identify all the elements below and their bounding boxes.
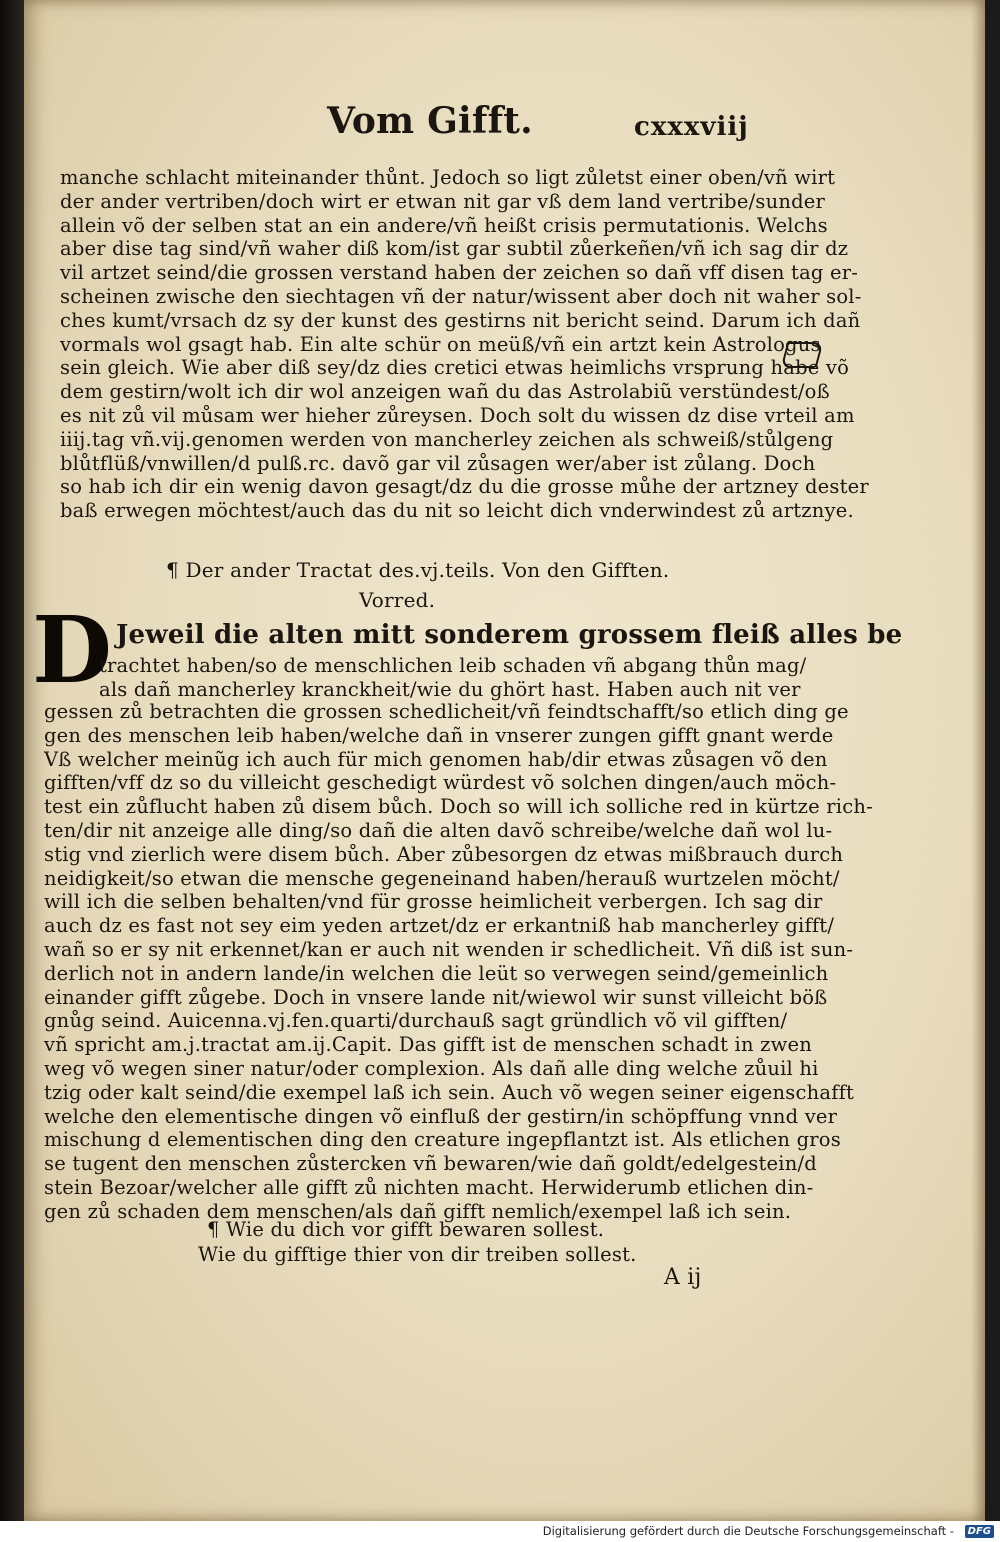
text-line: gen des menschen leib haben/welche dañ in vnserer zungen gifft gnant werde xyxy=(44,723,834,747)
text-line: scheinen zwische den siechtagen vñ der natur/wissent aber doch nit waher sol- xyxy=(60,284,862,308)
text-line: vil artzet seind/die grossen verstand haben der zeichen so dañ vff disen tag er- xyxy=(60,261,859,285)
text-block-1 xyxy=(60,166,869,523)
text-line: es nit zů vil můsam wer hieher zůreysen. Doch solt du wissen dz dise vrteil am xyxy=(60,403,855,427)
book-page xyxy=(24,0,985,1521)
text-line: neidigkeit/so etwan die mensche gegeneinand haben/herauß wurtzelen möcht/ xyxy=(44,866,840,890)
dfg-footer-bar xyxy=(0,1521,1000,1542)
text-line: welche den elementische dingen võ einfluß der gestirn/in schöpffung vnnd ver xyxy=(44,1104,838,1128)
text-line: vormals wol gsagt hab. Ein alte schür on meüß/vñ ein artzt kein Astrologus xyxy=(60,332,821,356)
dfg-logo: DFG xyxy=(965,1525,994,1538)
text-line: iiij.tag vñ.vij.genomen werden von mancherley zeichen als schweiß/stůlgeng xyxy=(60,427,834,451)
text-line: vñ spricht am.j.tractat am.ij.Capit. Das gifft ist de menschen schadt in zwen xyxy=(44,1033,813,1057)
text-line: stig vnd zierlich were disem bůch. Aber zůbesorgen dz etwas mißbrauch durch xyxy=(44,842,844,866)
vorred-heading: Vorred. xyxy=(359,588,436,612)
text-line: test ein zůflucht haben zů disem bůch. Doch so will ich solliche red in kürtze rich- xyxy=(44,795,873,819)
text-line: manche schlacht miteinander thůnt. Jedoch so ligt zůletst einer oben/vñ wirt xyxy=(60,166,836,189)
folio-number: cxxxviij xyxy=(634,112,749,142)
footer-credit-text: Digitalisierung gefördert durch die Deutsche Forschungsgemeinschaft - xyxy=(542,1524,954,1538)
text-line: so hab ich dir ein wenig davon gesagt/dz du die grosse můhe der artzney dester xyxy=(60,475,869,499)
text-line: gifften/vff dz so du villeicht geschedigt würdest võ solchen dingen/auch möch- xyxy=(44,771,837,795)
text-line: stein Bezoar/welcher alle gifft zů nichten macht. Herwiderumb etlichen din- xyxy=(44,1175,814,1199)
text-line: als dañ mancherley kranckheit/wie du ghört hast. Haben auch nit ver xyxy=(99,677,801,701)
signature-mark: A ij xyxy=(664,1265,702,1290)
text-line: auch dz es fast not sey eim yeden artzet/dz er erkantniß hab mancherley gifft/ xyxy=(44,914,835,938)
text-line: sein gleich. Wie aber diß sey/dz dies cretici etwas heimlichs vrsprung habe võ xyxy=(60,356,850,380)
text-line: dem gestirn/wolt ich dir wol anzeigen wañ du das Astrolabiũ verstündest/oß xyxy=(60,380,830,404)
subheading-gifft-bewaren: ¶ Wie du dich vor gifft bewaren sollest. xyxy=(207,1218,605,1241)
text-line: wañ so er sy nit erkennet/kan er auch nit wenden ir schedlicheit. Vñ diß ist sun- xyxy=(44,937,854,961)
text-line: der ander vertriben/doch wirt er etwan nit gar vß dem land vertribe/sunder xyxy=(60,189,826,213)
subheading-thier-treiben: Wie du gifftige thier von dir treiben sollest. xyxy=(198,1243,637,1266)
text-line: weg võ wegen siner natur/oder complexion. Als dañ alle ding welche zůuil hi xyxy=(44,1056,819,1080)
text-line: tzig oder kalt seind/die exempel laß ich sein. Auch võ wegen seiner eigenschafft xyxy=(44,1080,855,1104)
text-line: blůtflüß/vnwillen/d pulß.rc. davõ gar vil zůsagen wer/aber ist zůlang. Doch xyxy=(60,451,816,475)
text-block-2 xyxy=(99,654,806,702)
text-line: gen zů schaden dem menschen/als dañ gifft nemlich/exempel laß ich sein. xyxy=(44,1199,792,1223)
text-line: se tugent den menschen zůstercken vñ bewaren/wie dañ goldt/edelgestein/d xyxy=(44,1152,817,1176)
running-head-title: Vom Gifft. xyxy=(327,100,533,142)
section-heading: ¶ Der ander Tractat des.vj.teils. Von den Gifften. xyxy=(166,558,670,582)
text-line: derlich not in andern lande/in welchen die leüt so verwegen seind/gemeinlich xyxy=(44,961,829,985)
text-line: mischung d elementischen ding den creature ingepflantzt ist. Als etlichen gros xyxy=(44,1128,841,1152)
text-line: gessen zů betrachten die grossen schedlicheit/vñ feindtschafft/so etlich ding ge xyxy=(44,700,849,723)
page-edge-shading xyxy=(971,0,985,1521)
text-line: baß erwegen möchtest/auch das du nit so leicht dich vnderwindest zů artznye. xyxy=(60,499,854,523)
text-line: aber dise tag sind/vñ waher diß kom/ist gar subtil zůerkeñen/vñ ich sag dir dz xyxy=(60,237,849,261)
text-block-3 xyxy=(44,700,873,1224)
text-line: ten/dir nit anzeige alle ding/so dañ die alten davõ schreibe/welche dañ wol lu- xyxy=(44,818,833,842)
drop-cap-initial: D xyxy=(32,596,112,704)
marginal-pointer-mark xyxy=(781,342,824,368)
text-line: einander gifft zůgebe. Doch in vnsere lande nit/wiewol wir sunst villeicht böß xyxy=(44,985,828,1009)
opening-line: Jeweil die alten mitt sonderem grossem fleiß alles be xyxy=(116,620,903,650)
text-line: ches kumt/vrsach dz sy der kunst des gestirns nit bericht seind. Darum ich dañ xyxy=(60,308,861,332)
text-line: will ich die selben behalten/vnd für grosse heimlicheit verbergen. Ich sag dir xyxy=(44,890,823,914)
text-line: allein võ der selben stat an ein andere/vñ heißt crisis permutationis. Welchs xyxy=(60,213,828,237)
text-line: Vß welcher meinũg ich auch für mich genomen hab/dir etwas zůsagen võ den xyxy=(44,747,828,771)
text-line: trachtet haben/so de menschlichen leib schaden vñ abgang thůn mag/ xyxy=(99,654,807,677)
text-line: gnůg seind. Auicenna.vj.fen.quarti/durchauß sagt gründlich võ vil gifften/ xyxy=(44,1009,788,1033)
